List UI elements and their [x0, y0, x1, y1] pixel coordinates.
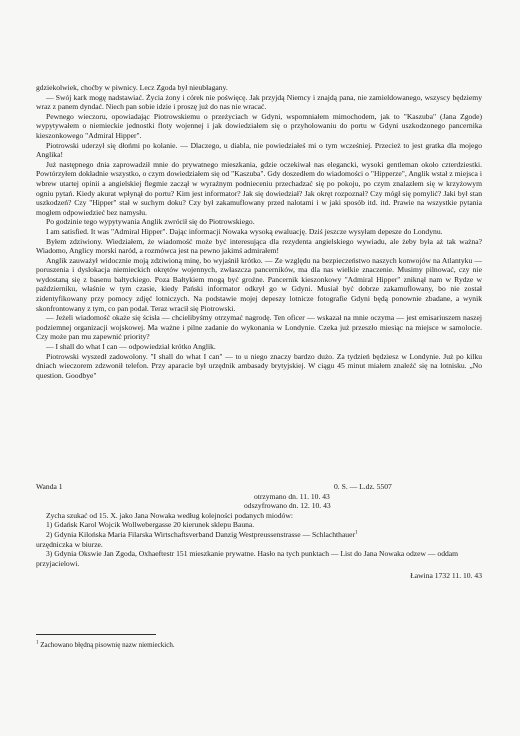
paragraph: gdziekolwiek, choćby w piwnicy. Lecz Zgoda był nieubłagany. — [36, 83, 228, 92]
quoted-document — [36, 482, 482, 581]
footnote-text: Zachowano błędną pisownię nazw niemieckich. — [40, 641, 175, 649]
footnote-divider — [36, 634, 156, 635]
document-label: Wanda 1 — [36, 482, 63, 491]
paragraph: — Swój kark mogę nadstawiać. Życia żony i córek nie poświęcę. Jak przyjdą Niemcy i znajdą pana, nie zamieldowanego, wszyscy będziemy wraz z panem dyndać. Niech pan sobie idzie i proszę już do nas nie wracać. — [36, 92, 482, 112]
decoded-row — [36, 501, 482, 511]
document-signature: Ławina 1732 11. 10. 43 — [410, 571, 482, 581]
paragraph: — Jeżeli wiadomość okaże się ścisła — chcielibyśmy otrzymać nagrodę. Ten oficer — wskazał na mnie oczyma — jest emisariuszem naszej podziemnej organizacji wojskowej. Ma ważne i pilne zadanie do wykonania w Londynie. Czeka już przeszło miesiąc na miejsce w samolocie. Czy może pan mu zapewnić priority? — [36, 313, 482, 342]
footnote — [36, 641, 482, 650]
paragraph: Pewnego wieczoru, opowiadając Piotrowskiemu o przeżyciach w Gdyni, wspomniałem mimochodem, jak to "Kaszuba" (Jana Zgode) wypytywałem o niemieckie jednostki floty wojennej i jak dowiedziałem się o przyholowaniu do portu w Gdyni uszkodzonego pancernika kieszonkowego "Admiral Hipper". — [36, 111, 482, 140]
decoded-date: odszyfrowano dn. 12. 10. 43 — [244, 501, 331, 511]
footnote-number: 1 — [36, 640, 39, 646]
paragraph: Po godzinie tego wypytywania Anglik zwrócił się do Piotrowskiego. — [46, 217, 255, 227]
document-header-row — [36, 482, 482, 492]
footnote-marker: 1 — [355, 530, 358, 536]
document-item — [36, 530, 482, 540]
document-item-continuation: urzędniczka w biurze. — [36, 539, 103, 549]
paragraph: — I shall do what I can — odpowiedział krótko Anglik. — [46, 342, 216, 352]
narrative-text — [36, 83, 482, 380]
document-intro: Zycha szukać od 15. X. jako Jana Nowaka według kolejności podanych miodów: — [46, 510, 293, 520]
document-item-text: 2) Gdynia Kilońska Maria Filarska Wirtschaftsverband Danzig Westpreussenstrasse — Schlachthauer — [46, 529, 356, 539]
paragraph: Byłem zdziwiony. Wiedziałem, że wiadomość może być interesująca dla rezydenta angielskiego wywiadu, ale żeby była aż tak ważna? Wiadomo, Anglicy morski naród, a rozmówca jest na pewno jakimś admirałem! — [36, 236, 482, 256]
received-row — [36, 492, 482, 502]
paragraph: Piotrowski uderzył się dłońmi po kolanie. — Dlaczego, u diabla, nie powiedziałeś mi o tym wcześniej. Przecież to jest gratka dla mojego Anglika! — [36, 140, 482, 160]
document-item: 1) Gdańsk Karol Wojcik Wollwebergasse 20 kierunek sklepu Bauna. — [46, 520, 255, 530]
paragraph: Już następnego dnia zaprowadził mnie do prywatnego mieszkania, gdzie oczekiwał nas elegancki, wysoki gentleman około czterdziestki. Powtórzyłem dokładnie wszystko, o czym dowiedziałem się od "Kaszuba". Gdy doszedłem do wiadomości o "Hipperze", Anglik wstał z miejsca i wbrew utartej opinii a angielskiej flegmie zaczął w wyraźnym podnieceniu przechadzać się po pokoju, po czym znalazłem się w krzyżowym ogniu pytań. Kiedy akurat wpłynął do portu? Kim jest informator? Jak się dowiedział? Jak okręt rozpoznał? Czy mógł się pomylić? Jaki był stan uszkodzeń? Czy "Hipper" stał w suchym doku? Czy był zakamuflowany przed nalotami i w jaki sposób itd. itd. Prawie na wszystkie pytania mogłem odpowiedzieć bez namysłu. — [36, 159, 482, 217]
paragraph: Piotrowski wyszedł zadowolony. "I shall do what I can" — to u niego znaczy bardzo dużo. Za tydzień będziesz w Londynie. Już po kilku dniach wieczorem zdzwonił telefon. Przy aparacie był urzędnik ambasady brytyjskiej. W ciągu 45 minut miałem znaleźć się na lotnisku. „No question. Goodbye" — [36, 351, 482, 380]
document-reference: 0. S. — L.dz. 5507 — [334, 482, 392, 491]
paragraph: I am satisfied. It was "Admiral Hipper". Dając informacji Nowaka wysoką ewaluację. Dziś jeszcze wysyłam depesze do Londynu. — [46, 226, 443, 236]
received-date: otrzymano dn. 11. 10. 43 — [254, 491, 330, 501]
paragraph: Anglik zauważył widocznie moją zdziwioną minę, bo wyjaśnił krótko. — Ze względu na bezpieczeństwo naszych konwojów na Atlantyku — poruszenia i dyslokacja niemieckich okrętów wojennych, zwłaszcza pancerników, ma dla nas wielkie znaczenie. Musimy pilnować, czy nie wydostaną się z basenu bałtyckiego. Poza Bałtykiem mogą być groźne. Pancernik kieszonkowy "Admiral Hipper" zniknął nam w Rydze w październiku, właśnie w tym czasie, kiedy Pański informator odkrył go w Gdyni. Musiał być dobrze zakamuflowany, bo nie został zidentyfikowany przy pomocy zdjęć lotniczych. Na podstawie mojej depeszy lotnicze fotografie Gdyni będą ponownie zbadane, a wynik skonfrontowany z tym, co pan podał. Teraz wracił się Piotrowski. — [36, 255, 482, 313]
document-item: 3) Gdynia Okswie Jan Zgoda, Oxhaeftestr 151 mieszkanie prywatne. Hasło na tych punktach — List do Jana Nowaka odzew — oddam przyjacielowi. — [36, 549, 459, 568]
